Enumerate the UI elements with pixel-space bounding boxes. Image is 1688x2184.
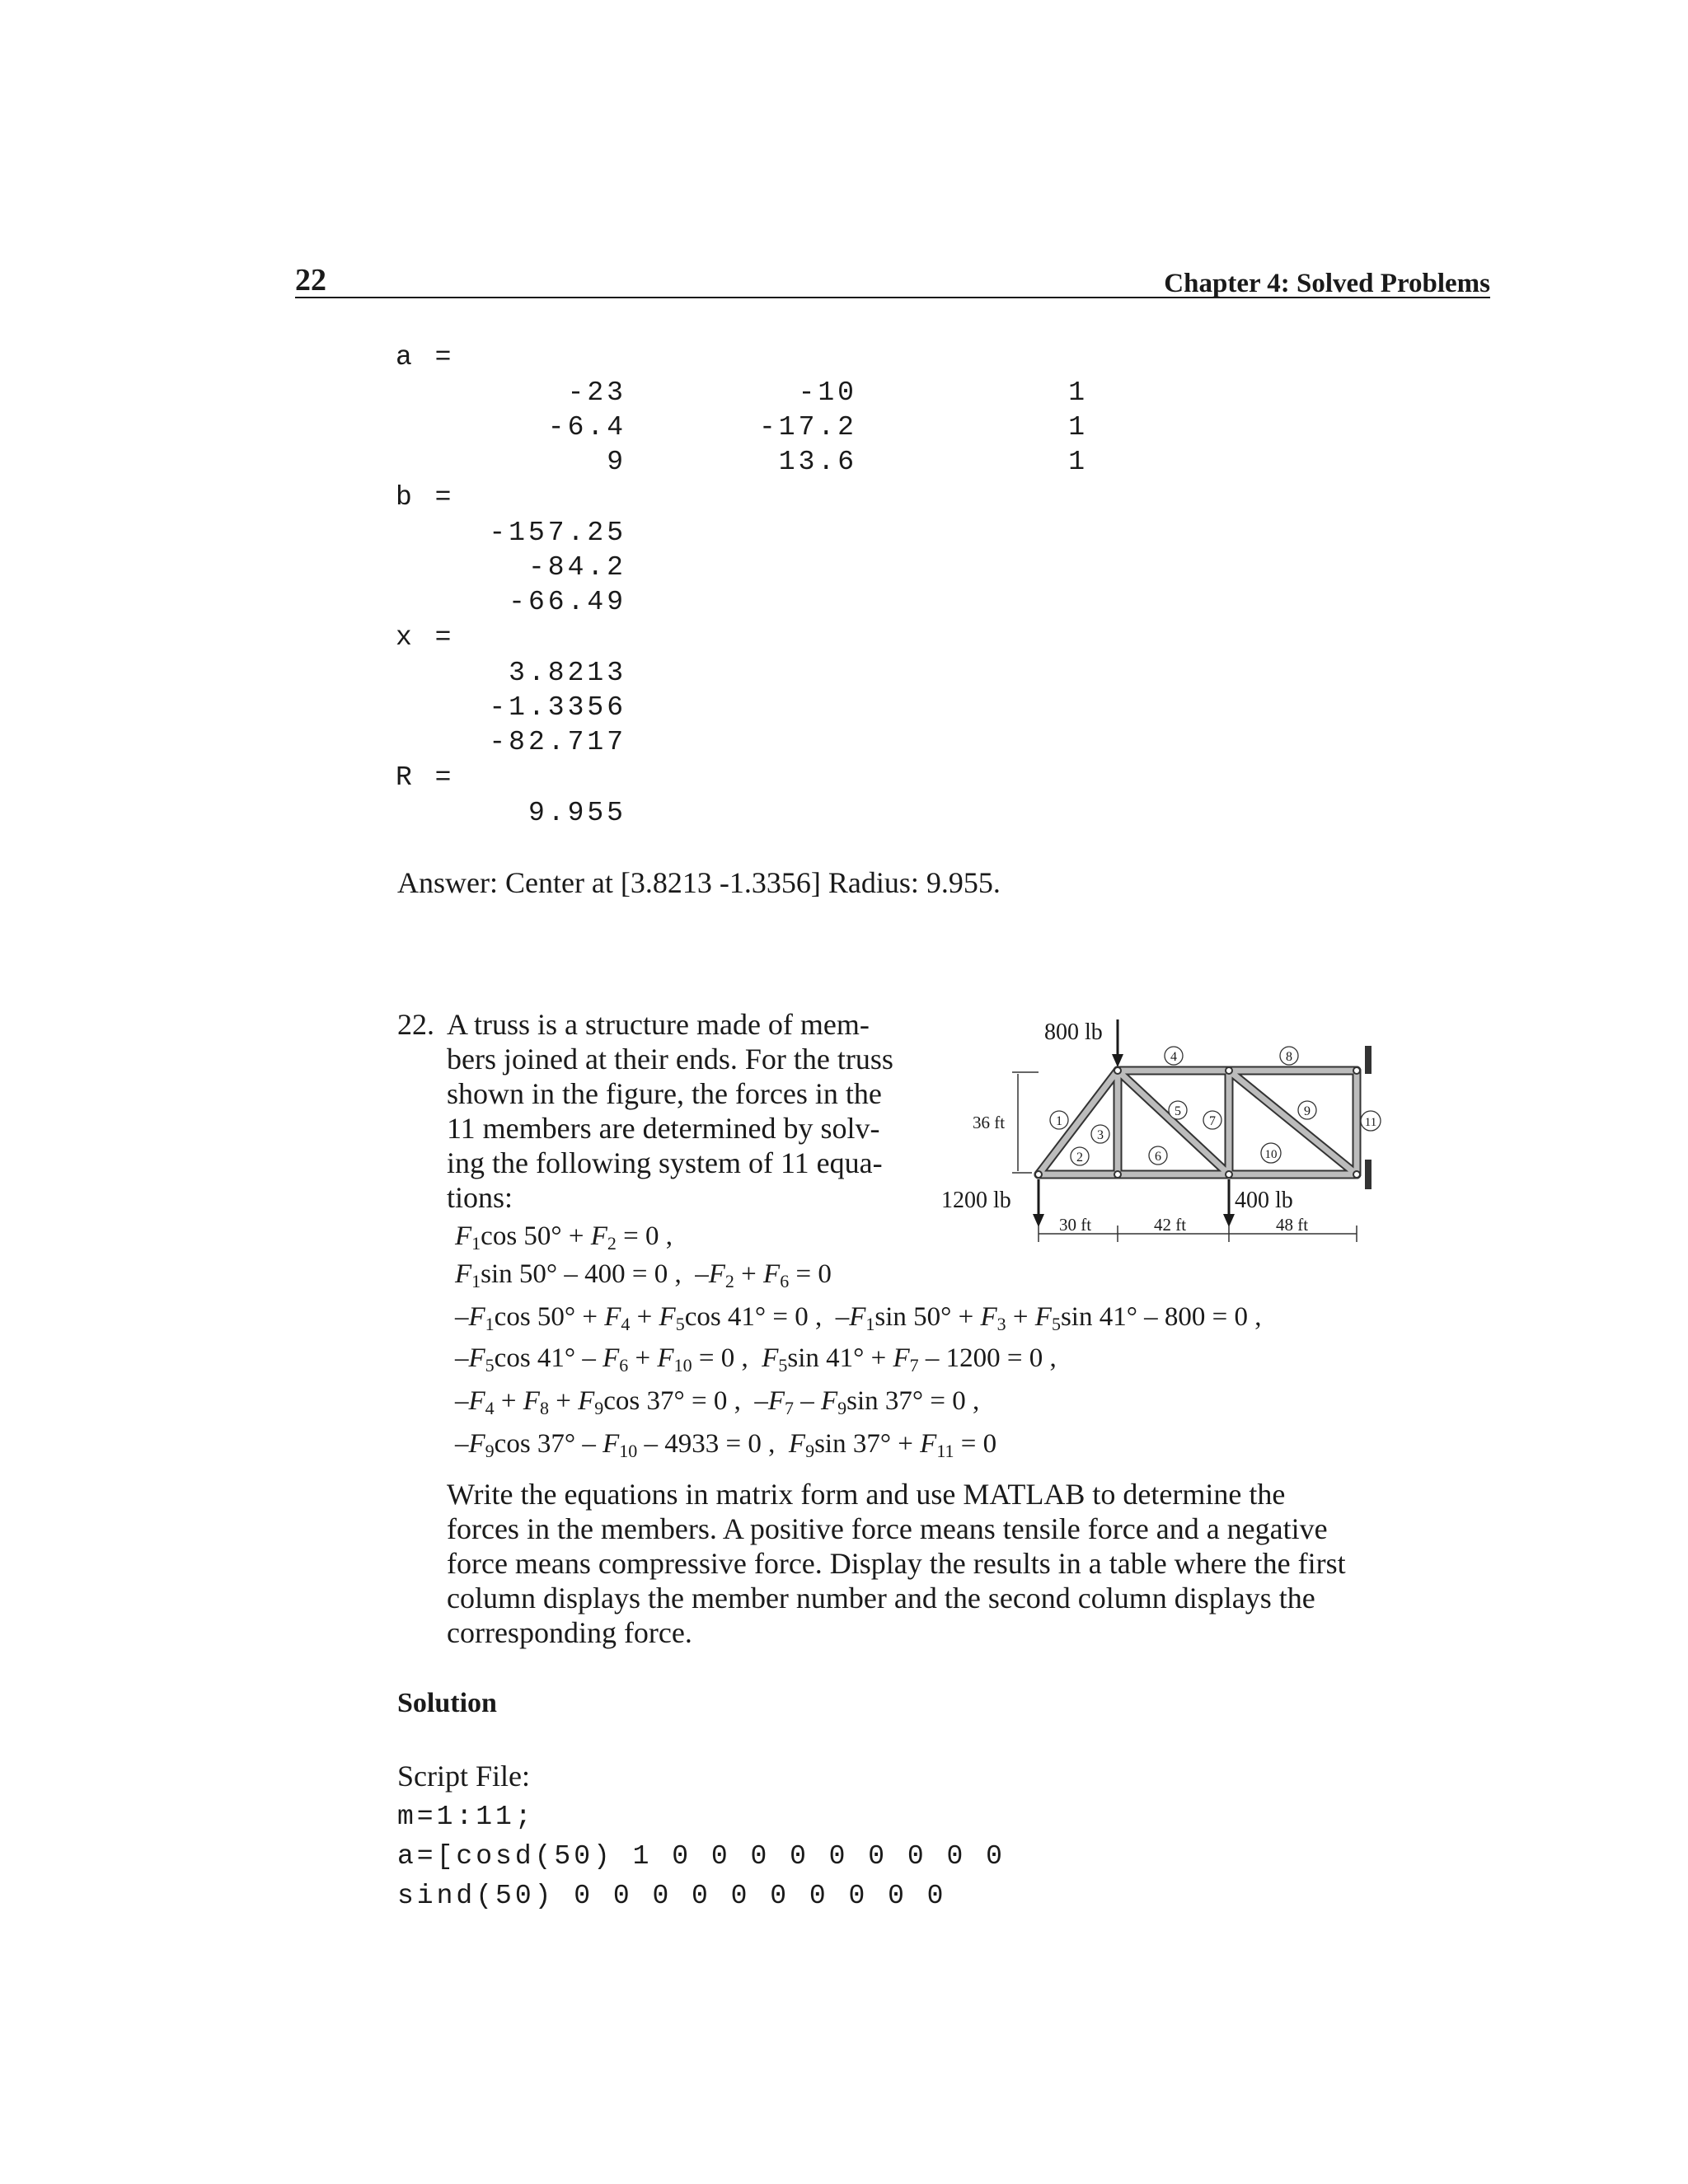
matrix-a-cell: 13.6 (778, 447, 857, 477)
matrix-a-cell: 1 (1068, 377, 1088, 408)
equation-line: $-F_5\cos$ $41^\circ - F_6 + F_{10} = 0$ , $F_5\sin$ $41^\circ + F_7 - 1200 = 0$ , (455, 1343, 1057, 1376)
instruction-line: corresponding force. (447, 1616, 692, 1649)
problem-intro (447, 1007, 917, 1215)
header-rule (295, 297, 1490, 298)
code-line: sind(50) 0 0 0 0 0 0 0 0 0 0 (397, 1881, 947, 1911)
matrix-a-cell: 1 (1068, 447, 1088, 477)
member-label-3: 3 (1097, 1128, 1104, 1142)
span-1-label: 30 ft (1059, 1215, 1092, 1235)
scalar-r-value: 9.955 (528, 798, 626, 828)
instruction-line: Write the equations in matrix form and use MATLAB to determine the (447, 1478, 1286, 1511)
load-top-label: 800 lb (1044, 1019, 1103, 1045)
truss-figure (940, 1010, 1385, 1257)
intro-line: ing the following system of 11 equa- (447, 1146, 883, 1179)
vector-x-cell: -1.3356 (489, 692, 626, 723)
code-line: a=[cosd(50) 1 0 0 0 0 0 0 0 0 0 (397, 1841, 1006, 1872)
member-label-8: 8 (1286, 1050, 1292, 1064)
vector-b-cell: -66.49 (509, 587, 626, 617)
instruction-line: forces in the members. A positive force means tensile force and a negative (447, 1512, 1328, 1545)
solution-heading: Solution (397, 1688, 497, 1718)
load-left-label: 1200 lb (941, 1188, 1011, 1213)
matrix-a-cell: -23 (567, 377, 626, 408)
member-label-5: 5 (1175, 1104, 1181, 1118)
vector-x-cell: 3.8213 (509, 658, 626, 688)
vector-b-cell: -157.25 (489, 518, 626, 548)
height-dimension (1012, 1072, 1039, 1173)
script-file-label: Script File: (397, 1760, 530, 1793)
equation-line: $F_1\sin$ 50° – 400 = 0 , $-F_2 + F_6 = 0$ (455, 1259, 832, 1291)
matrix-a-cell: -17.2 (758, 412, 857, 443)
span-3-label: 48 ft (1276, 1215, 1309, 1235)
height-label: 36 ft (973, 1113, 1006, 1132)
member-label-9: 9 (1304, 1104, 1311, 1118)
output-b-label: b = (396, 482, 455, 513)
output-a-label: a = (396, 342, 455, 373)
instruction-line: force means compressive force. Display the results in a table where the first (447, 1547, 1346, 1580)
vector-b-cell: -84.2 (528, 552, 626, 583)
code-line: m=1:11; (397, 1802, 535, 1832)
member-label-2: 2 (1076, 1151, 1083, 1165)
matrix-a-cell: 1 (1068, 412, 1088, 443)
answer-text: Answer: Center at [3.8213 -1.3356] Radius: 9.955. (397, 866, 1001, 899)
equation-line: $-F_1\cos$ $50^\circ + F_4 + F_5\cos$ 41° = 0 , $-F_1\sin$ $50^\circ + F_3 + F_5\sin$ 41° – 800 = 0 , (455, 1302, 1262, 1334)
span-2-label: 42 ft (1154, 1215, 1187, 1235)
matrix-a-cell: 9 (607, 447, 626, 477)
problem-number: 22. (397, 1008, 434, 1041)
member-label-11: 11 (1364, 1116, 1377, 1129)
intro-line: 11 members are determined by solv- (447, 1112, 880, 1145)
equation-line: $-F_9\cos$ $37^\circ - F_{10} - 4933 = 0$ , $F_9\sin$ $37^\circ + F_{11} = 0$ (455, 1429, 997, 1461)
intro-line: tions: (447, 1181, 513, 1214)
matrix-a-cell: -6.4 (547, 412, 626, 443)
member-label-6: 6 (1155, 1150, 1161, 1164)
member-label-1: 1 (1056, 1114, 1062, 1128)
intro-line: bers joined at their ends. For the truss (447, 1043, 893, 1076)
member-labels (1050, 1047, 1381, 1165)
instruction-line: column displays the member number and the second column displays the (447, 1582, 1315, 1615)
load-right-label: 400 lb (1235, 1188, 1293, 1213)
member-label-7: 7 (1209, 1114, 1216, 1128)
equation-line: $F_1\cos$ $50^\circ + F_2 = 0$ , (455, 1221, 673, 1254)
problem-instructions (447, 1477, 1390, 1650)
member-label-10: 10 (1264, 1148, 1278, 1161)
member-label-4: 4 (1170, 1050, 1177, 1064)
matrix-a-cell: -10 (798, 377, 857, 408)
output-x-label: x = (396, 622, 455, 653)
page-number: 22 (295, 263, 326, 298)
intro-line: shown in the figure, the forces in the (447, 1077, 882, 1110)
vector-x-cell: -82.717 (489, 727, 626, 757)
intro-line: A truss is a structure made of mem- (447, 1008, 870, 1041)
output-r-label: R = (396, 762, 455, 793)
chapter-title: Chapter 4: Solved Problems (1164, 269, 1490, 298)
equation-line: $-F_4 + F_8 + F_9\cos$ 37° = 0 , $-F_7 - F_9\sin$ 37° = 0 , (455, 1386, 980, 1418)
